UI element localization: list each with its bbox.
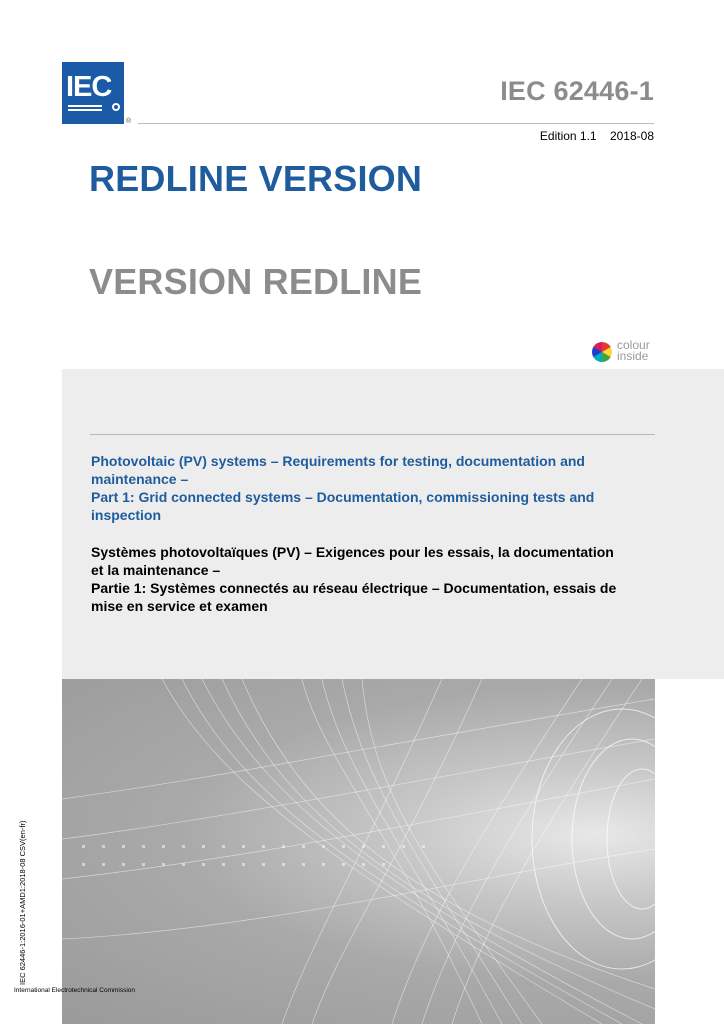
edition-date: 2018-08 (609, 129, 654, 143)
iec-logo (62, 62, 124, 124)
french-title-line: Systèmes photovoltaïques (PV) – Exigences pour les essais, la documentation (91, 544, 614, 560)
edition-label: Edition 1.1 (539, 129, 597, 143)
cover-decorative-image (62, 679, 655, 1024)
panel-divider (90, 434, 655, 435)
organization-name: International Electrotechnical Commission (14, 987, 136, 994)
logo-dot (112, 103, 120, 111)
english-full-title (91, 452, 651, 524)
colour-inside-label: colour inside (617, 338, 650, 363)
abstract-curves-graphic (62, 679, 655, 1024)
english-title-line: Part 1: Grid connected systems – Documentation, commissioning tests and (91, 489, 595, 505)
side-reference: IEC 62446-1:2016-01+AMD1:2018-08 CSV(en-fr) (18, 820, 27, 985)
colour-inside-badge (592, 340, 656, 364)
french-full-title (91, 543, 651, 615)
english-title-line: maintenance – (91, 471, 189, 487)
logo-bars (68, 105, 114, 111)
title-english: REDLINE VERSION (89, 158, 423, 199)
english-title-line: Photovoltaic (PV) systems – Requirements for testing, documentation and (91, 453, 585, 469)
colour-wheel-icon (592, 342, 612, 362)
header-divider (138, 123, 654, 124)
english-title-line: inspection (91, 507, 162, 523)
title-panel (62, 369, 724, 679)
document-number: IEC 62446-1 (500, 76, 654, 106)
edition-line (540, 129, 654, 143)
title-french: VERSION REDLINE (89, 261, 423, 302)
registered-mark: ® (126, 118, 132, 125)
french-title-line: et la maintenance – (91, 562, 221, 578)
french-title-line: Partie 1: Systèmes connectés au réseau électrique – Documentation, essais de (91, 580, 617, 596)
logo-text: IEC (66, 71, 112, 103)
french-title-line: mise en service et examen (91, 598, 268, 614)
